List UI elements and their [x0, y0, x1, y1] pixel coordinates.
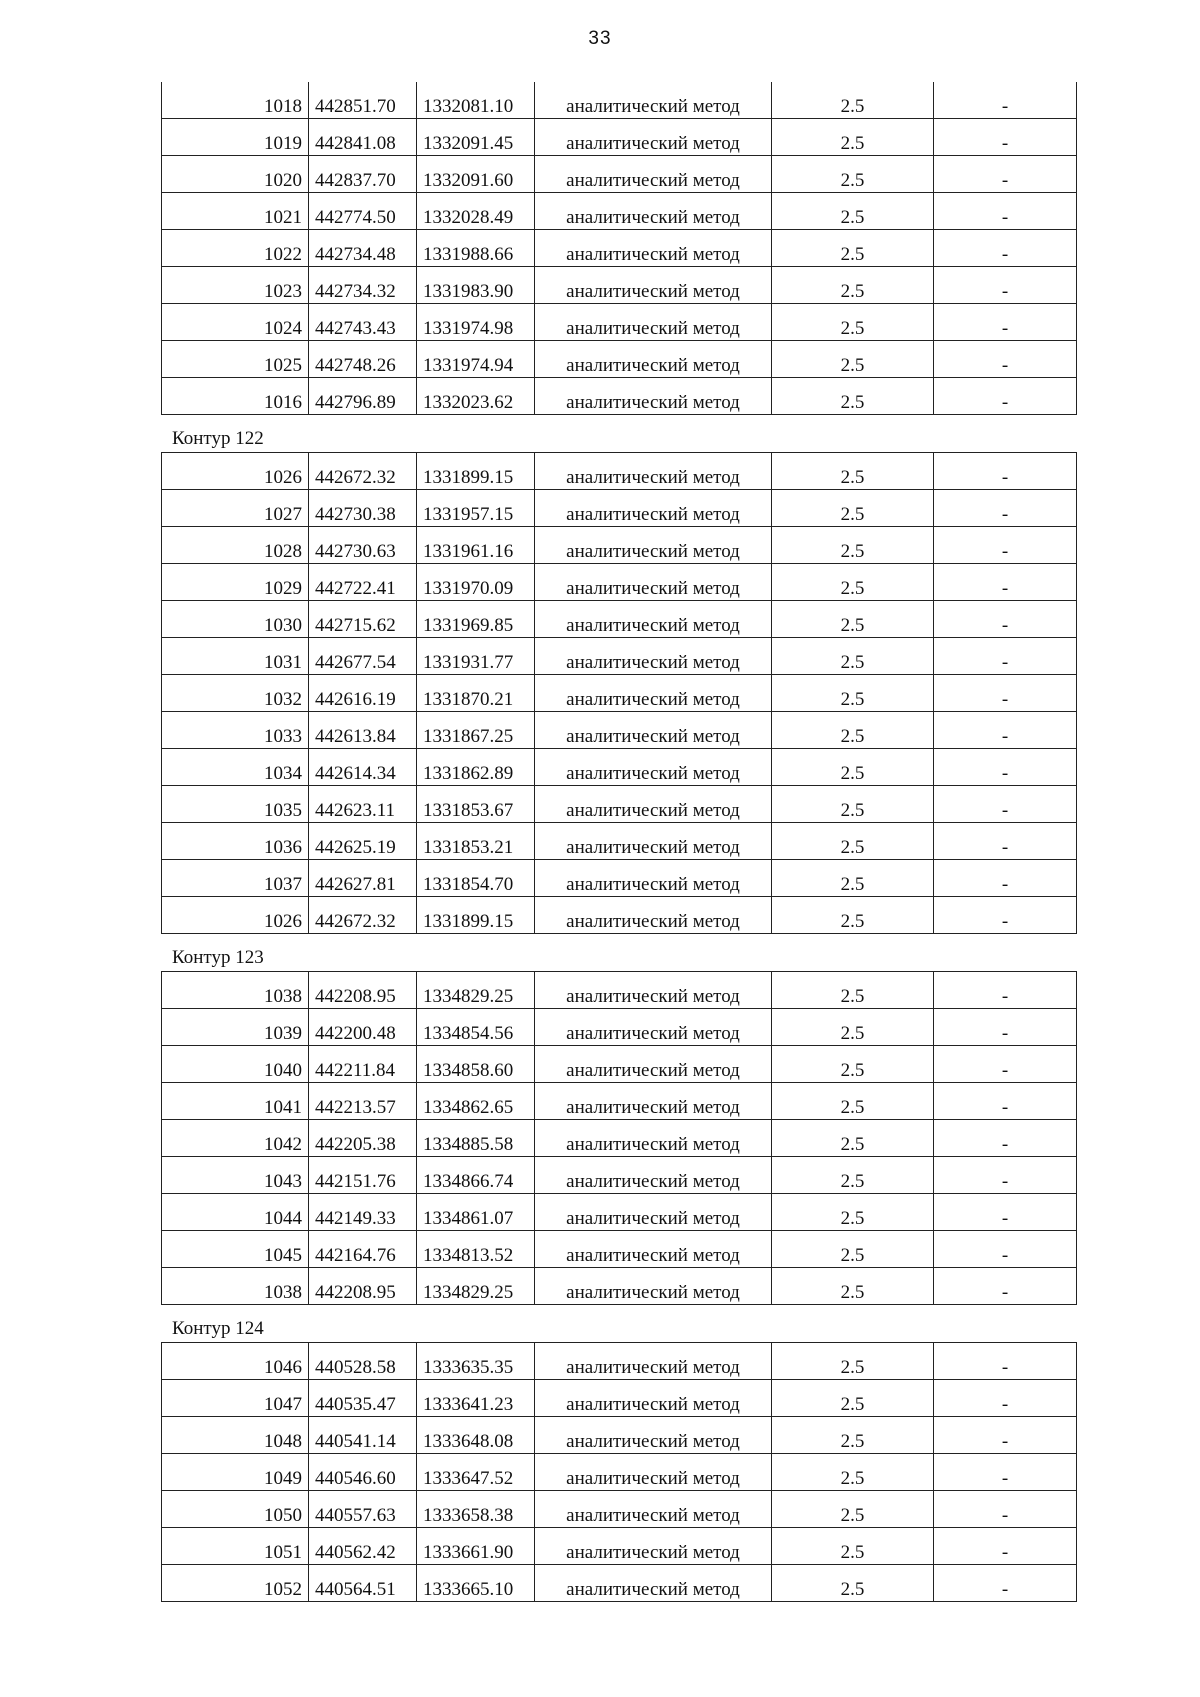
description-cell: -: [934, 1528, 1077, 1565]
table-row: [162, 230, 1077, 267]
x-coordinate-cell: 440564.51: [309, 1565, 417, 1602]
description-cell: -: [934, 378, 1077, 415]
y-coordinate-cell: 1334829.25: [417, 972, 535, 1009]
point-number-cell: 1026: [162, 897, 309, 934]
description-cell: -: [934, 1268, 1077, 1305]
table-row: [162, 1380, 1077, 1417]
y-coordinate-cell: 1331969.85: [417, 601, 535, 638]
table-row: [162, 1343, 1077, 1380]
table-row: [162, 156, 1077, 193]
table-row: [162, 1046, 1077, 1083]
point-number-cell: 1031: [162, 638, 309, 675]
y-coordinate-cell: 1331899.15: [417, 897, 535, 934]
accuracy-cell: 2.5: [772, 490, 934, 527]
point-number-cell: 1035: [162, 786, 309, 823]
description-cell: -: [934, 304, 1077, 341]
y-coordinate-cell: 1334885.58: [417, 1120, 535, 1157]
table-row: [162, 1528, 1077, 1565]
y-coordinate-cell: 1331854.70: [417, 860, 535, 897]
table-row: [162, 786, 1077, 823]
y-coordinate-cell: 1331931.77: [417, 638, 535, 675]
method-cell: аналитический метод: [535, 378, 772, 415]
accuracy-cell: 2.5: [772, 527, 934, 564]
accuracy-cell: 2.5: [772, 972, 934, 1009]
y-coordinate-cell: 1331983.90: [417, 267, 535, 304]
y-coordinate-cell: 1334866.74: [417, 1157, 535, 1194]
x-coordinate-cell: 442730.38: [309, 490, 417, 527]
accuracy-cell: 2.5: [772, 193, 934, 230]
point-number-cell: 1048: [162, 1417, 309, 1454]
point-number-cell: 1029: [162, 564, 309, 601]
description-cell: -: [934, 564, 1077, 601]
accuracy-cell: 2.5: [772, 1454, 934, 1491]
y-coordinate-cell: 1332028.49: [417, 193, 535, 230]
accuracy-cell: 2.5: [772, 267, 934, 304]
y-coordinate-cell: 1333647.52: [417, 1454, 535, 1491]
table-row: [162, 638, 1077, 675]
accuracy-cell: 2.5: [772, 1343, 934, 1380]
point-number-cell: 1036: [162, 823, 309, 860]
accuracy-cell: 2.5: [772, 304, 934, 341]
description-cell: -: [934, 749, 1077, 786]
table-row: [162, 82, 1077, 119]
y-coordinate-cell: 1331957.15: [417, 490, 535, 527]
x-coordinate-cell: 442677.54: [309, 638, 417, 675]
y-coordinate-cell: 1332091.60: [417, 156, 535, 193]
point-number-cell: 1049: [162, 1454, 309, 1491]
y-coordinate-cell: 1331862.89: [417, 749, 535, 786]
x-coordinate-cell: 442614.34: [309, 749, 417, 786]
point-number-cell: 1023: [162, 267, 309, 304]
description-cell: -: [934, 193, 1077, 230]
x-coordinate-cell: 442623.11: [309, 786, 417, 823]
y-coordinate-cell: 1331853.21: [417, 823, 535, 860]
point-number-cell: 1045: [162, 1231, 309, 1268]
table-row: [162, 267, 1077, 304]
y-coordinate-cell: 1331867.25: [417, 712, 535, 749]
accuracy-cell: 2.5: [772, 1380, 934, 1417]
description-cell: -: [934, 1565, 1077, 1602]
method-cell: аналитический метод: [535, 1491, 772, 1528]
accuracy-cell: 2.5: [772, 1083, 934, 1120]
method-cell: аналитический метод: [535, 972, 772, 1009]
accuracy-cell: 2.5: [772, 1120, 934, 1157]
y-coordinate-cell: 1332081.10: [417, 82, 535, 119]
y-coordinate-cell: 1331853.67: [417, 786, 535, 823]
accuracy-cell: 2.5: [772, 1194, 934, 1231]
page-number: 33: [588, 28, 612, 49]
point-number-cell: 1032: [162, 675, 309, 712]
coordinates-table: [161, 971, 1077, 1305]
accuracy-cell: 2.5: [772, 453, 934, 490]
table-row: [162, 749, 1077, 786]
x-coordinate-cell: 442796.89: [309, 378, 417, 415]
y-coordinate-cell: 1331870.21: [417, 675, 535, 712]
description-cell: -: [934, 860, 1077, 897]
accuracy-cell: 2.5: [772, 1491, 934, 1528]
y-coordinate-cell: 1331961.16: [417, 527, 535, 564]
y-coordinate-cell: 1333635.35: [417, 1343, 535, 1380]
contour-title: Контур 124: [172, 1318, 264, 1339]
method-cell: аналитический метод: [535, 490, 772, 527]
method-cell: аналитический метод: [535, 823, 772, 860]
description-cell: -: [934, 1194, 1077, 1231]
y-coordinate-cell: 1331974.94: [417, 341, 535, 378]
accuracy-cell: 2.5: [772, 638, 934, 675]
description-cell: -: [934, 601, 1077, 638]
table-row: [162, 527, 1077, 564]
method-cell: аналитический метод: [535, 1454, 772, 1491]
x-coordinate-cell: 442200.48: [309, 1009, 417, 1046]
accuracy-cell: 2.5: [772, 749, 934, 786]
point-number-cell: 1040: [162, 1046, 309, 1083]
point-number-cell: 1046: [162, 1343, 309, 1380]
table-row: [162, 1268, 1077, 1305]
table-row: [162, 1417, 1077, 1454]
method-cell: аналитический метод: [535, 156, 772, 193]
table-row: [162, 1083, 1077, 1120]
x-coordinate-cell: 442149.33: [309, 1194, 417, 1231]
method-cell: аналитический метод: [535, 1009, 772, 1046]
coordinates-content: [161, 82, 1076, 1602]
x-coordinate-cell: 442774.50: [309, 193, 417, 230]
point-number-cell: 1052: [162, 1565, 309, 1602]
point-number-cell: 1033: [162, 712, 309, 749]
method-cell: аналитический метод: [535, 1268, 772, 1305]
method-cell: аналитический метод: [535, 860, 772, 897]
method-cell: аналитический метод: [535, 230, 772, 267]
x-coordinate-cell: 440557.63: [309, 1491, 417, 1528]
y-coordinate-cell: 1334861.07: [417, 1194, 535, 1231]
method-cell: аналитический метод: [535, 119, 772, 156]
description-cell: -: [934, 972, 1077, 1009]
description-cell: -: [934, 341, 1077, 378]
method-cell: аналитический метод: [535, 749, 772, 786]
description-cell: -: [934, 823, 1077, 860]
point-number-cell: 1043: [162, 1157, 309, 1194]
point-number-cell: 1047: [162, 1380, 309, 1417]
point-number-cell: 1027: [162, 490, 309, 527]
table-row: [162, 564, 1077, 601]
x-coordinate-cell: 442672.32: [309, 897, 417, 934]
description-cell: -: [934, 897, 1077, 934]
description-cell: -: [934, 527, 1077, 564]
accuracy-cell: 2.5: [772, 860, 934, 897]
coordinates-table: [161, 1342, 1077, 1602]
y-coordinate-cell: 1331970.09: [417, 564, 535, 601]
accuracy-cell: 2.5: [772, 1046, 934, 1083]
method-cell: аналитический метод: [535, 638, 772, 675]
description-cell: -: [934, 453, 1077, 490]
accuracy-cell: 2.5: [772, 601, 934, 638]
description-cell: -: [934, 1009, 1077, 1046]
method-cell: аналитический метод: [535, 1157, 772, 1194]
accuracy-cell: 2.5: [772, 823, 934, 860]
x-coordinate-cell: 442841.08: [309, 119, 417, 156]
x-coordinate-cell: 442164.76: [309, 1231, 417, 1268]
method-cell: аналитический метод: [535, 564, 772, 601]
x-coordinate-cell: 440562.42: [309, 1528, 417, 1565]
x-coordinate-cell: 442205.38: [309, 1120, 417, 1157]
point-number-cell: 1041: [162, 1083, 309, 1120]
x-coordinate-cell: 442151.76: [309, 1157, 417, 1194]
table-row: [162, 897, 1077, 934]
point-number-cell: 1026: [162, 453, 309, 490]
table-row: [162, 490, 1077, 527]
description-cell: -: [934, 675, 1077, 712]
accuracy-cell: 2.5: [772, 1268, 934, 1305]
table-row: [162, 712, 1077, 749]
y-coordinate-cell: 1334854.56: [417, 1009, 535, 1046]
method-cell: аналитический метод: [535, 453, 772, 490]
description-cell: -: [934, 230, 1077, 267]
point-number-cell: 1042: [162, 1120, 309, 1157]
point-number-cell: 1030: [162, 601, 309, 638]
table-row: [162, 378, 1077, 415]
y-coordinate-cell: 1331988.66: [417, 230, 535, 267]
point-number-cell: 1044: [162, 1194, 309, 1231]
table-row: [162, 1157, 1077, 1194]
contour-title: Контур 122: [172, 428, 264, 449]
x-coordinate-cell: 442613.84: [309, 712, 417, 749]
description-cell: -: [934, 1491, 1077, 1528]
x-coordinate-cell: 442851.70: [309, 82, 417, 119]
y-coordinate-cell: 1334829.25: [417, 1268, 535, 1305]
description-cell: -: [934, 786, 1077, 823]
accuracy-cell: 2.5: [772, 1009, 934, 1046]
method-cell: аналитический метод: [535, 527, 772, 564]
description-cell: -: [934, 119, 1077, 156]
method-cell: аналитический метод: [535, 1120, 772, 1157]
accuracy-cell: 2.5: [772, 1528, 934, 1565]
contour-title: Контур 123: [172, 947, 264, 968]
x-coordinate-cell: 442722.41: [309, 564, 417, 601]
point-number-cell: 1022: [162, 230, 309, 267]
x-coordinate-cell: 440535.47: [309, 1380, 417, 1417]
description-cell: -: [934, 1083, 1077, 1120]
accuracy-cell: 2.5: [772, 230, 934, 267]
coordinates-table: [161, 82, 1077, 415]
accuracy-cell: 2.5: [772, 156, 934, 193]
y-coordinate-cell: 1331974.98: [417, 304, 535, 341]
method-cell: аналитический метод: [535, 675, 772, 712]
accuracy-cell: 2.5: [772, 712, 934, 749]
table-row: [162, 1491, 1077, 1528]
method-cell: аналитический метод: [535, 1194, 772, 1231]
table-row: [162, 193, 1077, 230]
y-coordinate-cell: 1334813.52: [417, 1231, 535, 1268]
table-row: [162, 1565, 1077, 1602]
accuracy-cell: 2.5: [772, 82, 934, 119]
method-cell: аналитический метод: [535, 1083, 772, 1120]
method-cell: аналитический метод: [535, 1046, 772, 1083]
method-cell: аналитический метод: [535, 1528, 772, 1565]
description-cell: -: [934, 82, 1077, 119]
y-coordinate-cell: 1333658.38: [417, 1491, 535, 1528]
x-coordinate-cell: 440528.58: [309, 1343, 417, 1380]
x-coordinate-cell: 442211.84: [309, 1046, 417, 1083]
method-cell: аналитический метод: [535, 1343, 772, 1380]
accuracy-cell: 2.5: [772, 897, 934, 934]
x-coordinate-cell: 442837.70: [309, 156, 417, 193]
table-row: [162, 1194, 1077, 1231]
method-cell: аналитический метод: [535, 1565, 772, 1602]
x-coordinate-cell: 442208.95: [309, 972, 417, 1009]
method-cell: аналитический метод: [535, 1380, 772, 1417]
description-cell: -: [934, 1046, 1077, 1083]
table-row: [162, 119, 1077, 156]
point-number-cell: 1038: [162, 972, 309, 1009]
description-cell: -: [934, 638, 1077, 675]
point-number-cell: 1034: [162, 749, 309, 786]
accuracy-cell: 2.5: [772, 675, 934, 712]
table-row: [162, 341, 1077, 378]
x-coordinate-cell: 442208.95: [309, 1268, 417, 1305]
description-cell: -: [934, 1120, 1077, 1157]
description-cell: -: [934, 490, 1077, 527]
table-row: [162, 1009, 1077, 1046]
point-number-cell: 1018: [162, 82, 309, 119]
table-row: [162, 1120, 1077, 1157]
x-coordinate-cell: 442715.62: [309, 601, 417, 638]
x-coordinate-cell: 442672.32: [309, 453, 417, 490]
method-cell: аналитический метод: [535, 786, 772, 823]
method-cell: аналитический метод: [535, 304, 772, 341]
y-coordinate-cell: 1332023.62: [417, 378, 535, 415]
accuracy-cell: 2.5: [772, 1565, 934, 1602]
y-coordinate-cell: 1331899.15: [417, 453, 535, 490]
x-coordinate-cell: 442748.26: [309, 341, 417, 378]
point-number-cell: 1021: [162, 193, 309, 230]
point-number-cell: 1016: [162, 378, 309, 415]
point-number-cell: 1051: [162, 1528, 309, 1565]
point-number-cell: 1028: [162, 527, 309, 564]
description-cell: -: [934, 1454, 1077, 1491]
description-cell: -: [934, 1380, 1077, 1417]
accuracy-cell: 2.5: [772, 1231, 934, 1268]
y-coordinate-cell: 1334858.60: [417, 1046, 535, 1083]
x-coordinate-cell: 442213.57: [309, 1083, 417, 1120]
point-number-cell: 1039: [162, 1009, 309, 1046]
accuracy-cell: 2.5: [772, 341, 934, 378]
y-coordinate-cell: 1333661.90: [417, 1528, 535, 1565]
x-coordinate-cell: 440541.14: [309, 1417, 417, 1454]
x-coordinate-cell: 442734.48: [309, 230, 417, 267]
y-coordinate-cell: 1333648.08: [417, 1417, 535, 1454]
method-cell: аналитический метод: [535, 601, 772, 638]
table-row: [162, 860, 1077, 897]
method-cell: аналитический метод: [535, 712, 772, 749]
table-row: [162, 675, 1077, 712]
y-coordinate-cell: 1332091.45: [417, 119, 535, 156]
accuracy-cell: 2.5: [772, 786, 934, 823]
description-cell: -: [934, 267, 1077, 304]
point-number-cell: 1037: [162, 860, 309, 897]
point-number-cell: 1050: [162, 1491, 309, 1528]
table-row: [162, 453, 1077, 490]
point-number-cell: 1038: [162, 1268, 309, 1305]
description-cell: -: [934, 1343, 1077, 1380]
x-coordinate-cell: 442734.32: [309, 267, 417, 304]
table-row: [162, 823, 1077, 860]
x-coordinate-cell: 442616.19: [309, 675, 417, 712]
x-coordinate-cell: 442730.63: [309, 527, 417, 564]
x-coordinate-cell: 440546.60: [309, 1454, 417, 1491]
accuracy-cell: 2.5: [772, 378, 934, 415]
table-row: [162, 601, 1077, 638]
y-coordinate-cell: 1334862.65: [417, 1083, 535, 1120]
table-row: [162, 972, 1077, 1009]
x-coordinate-cell: 442625.19: [309, 823, 417, 860]
method-cell: аналитический метод: [535, 1417, 772, 1454]
description-cell: -: [934, 1417, 1077, 1454]
point-number-cell: 1019: [162, 119, 309, 156]
description-cell: -: [934, 156, 1077, 193]
method-cell: аналитический метод: [535, 341, 772, 378]
description-cell: -: [934, 1157, 1077, 1194]
description-cell: -: [934, 1231, 1077, 1268]
x-coordinate-cell: 442627.81: [309, 860, 417, 897]
y-coordinate-cell: 1333665.10: [417, 1565, 535, 1602]
method-cell: аналитический метод: [535, 897, 772, 934]
point-number-cell: 1025: [162, 341, 309, 378]
y-coordinate-cell: 1333641.23: [417, 1380, 535, 1417]
point-number-cell: 1020: [162, 156, 309, 193]
table-row: [162, 1454, 1077, 1491]
accuracy-cell: 2.5: [772, 1157, 934, 1194]
table-row: [162, 304, 1077, 341]
method-cell: аналитический метод: [535, 193, 772, 230]
method-cell: аналитический метод: [535, 82, 772, 119]
table-row: [162, 1231, 1077, 1268]
point-number-cell: 1024: [162, 304, 309, 341]
accuracy-cell: 2.5: [772, 1417, 934, 1454]
accuracy-cell: 2.5: [772, 564, 934, 601]
x-coordinate-cell: 442743.43: [309, 304, 417, 341]
method-cell: аналитический метод: [535, 267, 772, 304]
method-cell: аналитический метод: [535, 1231, 772, 1268]
description-cell: -: [934, 712, 1077, 749]
coordinates-table: [161, 452, 1077, 934]
accuracy-cell: 2.5: [772, 119, 934, 156]
